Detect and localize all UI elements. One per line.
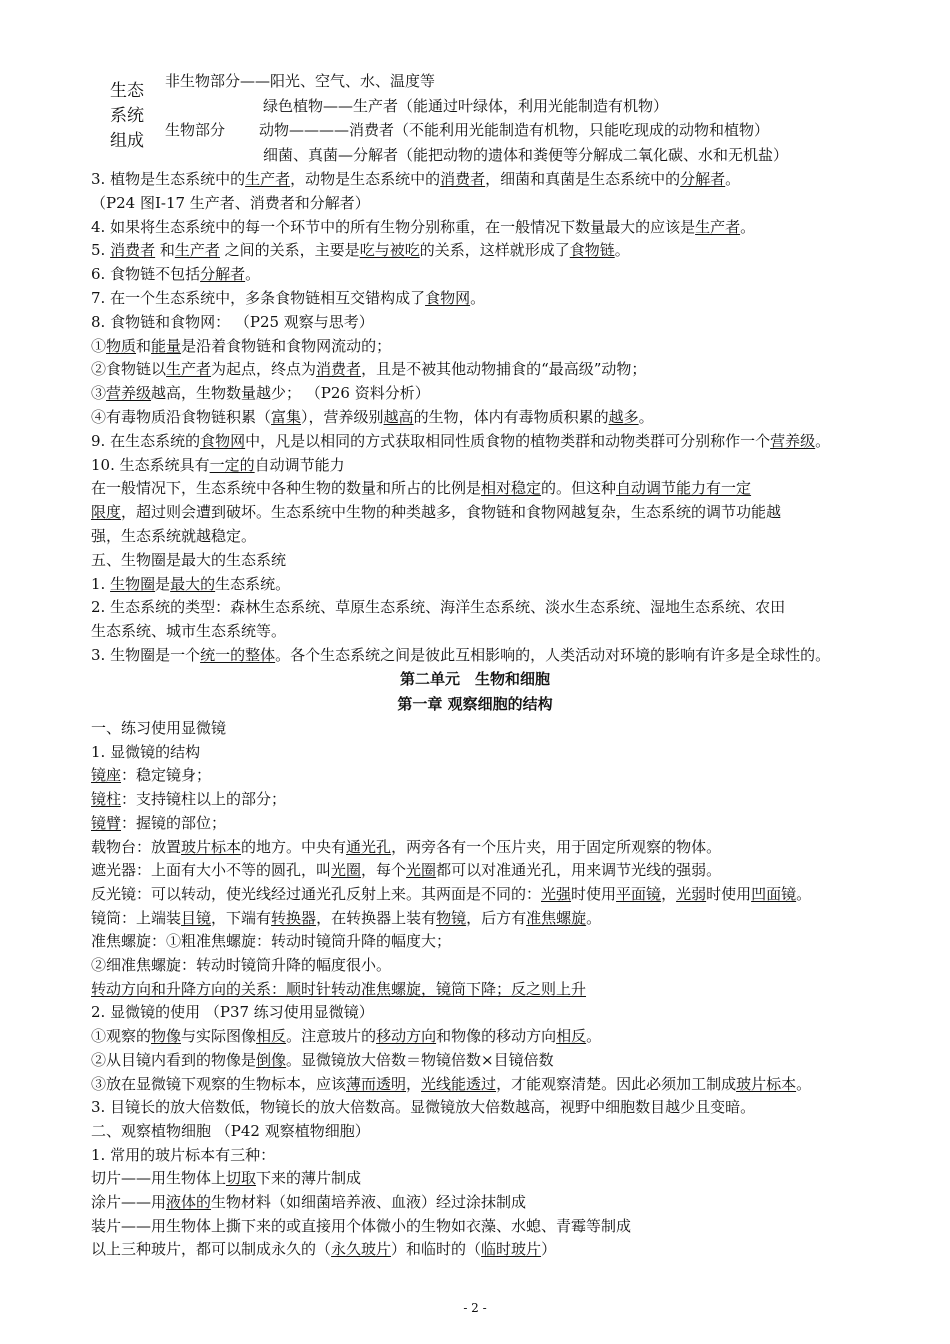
text-line bbox=[91, 718, 226, 738]
answer-blank: 切取 bbox=[226, 1169, 257, 1188]
answer-blank: 物镜 bbox=[436, 908, 467, 927]
line-text: ：支持镜柱以上的部分； bbox=[121, 790, 287, 809]
bacteria-line: 细菌、真菌—分解者（能把动物的遗体和粪便等分解成二氧化碳、水和无机盐） bbox=[263, 146, 789, 164]
line-text: ，下端有 bbox=[211, 908, 272, 927]
answer-blank: 移动方向 bbox=[376, 1027, 437, 1046]
text-line bbox=[91, 1074, 811, 1094]
answer-blank: 镜座 bbox=[91, 766, 122, 785]
line-text: 载物台：放置 bbox=[91, 837, 182, 856]
line-text: ③放在显微镜下观察的生物标本，应该 bbox=[91, 1074, 347, 1093]
answer-blank: 食物网 bbox=[425, 289, 471, 307]
answer-blank: 液体的 bbox=[166, 1193, 212, 1211]
line-text: ，后方有 bbox=[466, 908, 527, 927]
line-text: 。 bbox=[740, 217, 756, 236]
eco-label-1: 生态 bbox=[110, 81, 144, 101]
line-text: 。显微镜放大倍数＝物镜倍数×目镜倍数 bbox=[286, 1050, 554, 1069]
answer-blank: 食物网 bbox=[200, 431, 246, 450]
text-line bbox=[91, 621, 286, 641]
line-text: 6. 食物链不包括 bbox=[91, 265, 201, 284]
answer-blank: 分解者 bbox=[200, 265, 246, 284]
answer-blank: 物质 bbox=[106, 336, 137, 355]
text-line bbox=[91, 1002, 374, 1022]
line-text: 3. 植物是生态系统中的 bbox=[91, 170, 246, 188]
text-line bbox=[91, 407, 654, 427]
answer-blank: 相反 bbox=[556, 1027, 587, 1046]
text-line bbox=[91, 455, 345, 475]
text-line bbox=[91, 765, 211, 785]
line-text: 8. 食物链和食物网： （P25 观察与思考） bbox=[91, 312, 374, 331]
line-text: 。 bbox=[638, 408, 654, 426]
line-text: 强，生态系统就越稳定。 bbox=[91, 527, 257, 545]
line-text: 和 bbox=[136, 336, 152, 355]
line-text: 五、生物圈是最大的生态系统 bbox=[91, 550, 287, 569]
line-text: 时使用 bbox=[706, 884, 752, 903]
answer-blank: 生产者 bbox=[174, 241, 220, 260]
line-text: 的地方。中央有 bbox=[241, 837, 347, 856]
answer-blank: 平面镜 bbox=[616, 884, 662, 903]
line-text: 之间的关系，主要是 bbox=[219, 241, 360, 260]
text-line bbox=[91, 288, 485, 308]
text-line bbox=[91, 383, 430, 403]
text-line bbox=[91, 478, 751, 498]
line-text: ，每个 bbox=[361, 861, 407, 880]
eco-label-2: 系统 bbox=[110, 106, 144, 126]
line-text: 装片——用生物体上撕下来的或直接用个体微小的生物如衣藻、水螅、青霉等制成 bbox=[91, 1216, 632, 1235]
text-line bbox=[91, 550, 286, 570]
text-line bbox=[91, 312, 374, 332]
line-text: 的关系，这样就形成了 bbox=[419, 241, 570, 260]
line-text: 。 bbox=[614, 241, 630, 260]
answer-blank: 玻片标本 bbox=[181, 837, 242, 856]
answer-blank: 越多 bbox=[608, 408, 639, 426]
text-line bbox=[91, 789, 286, 809]
text-line bbox=[91, 1097, 755, 1117]
text-line bbox=[91, 813, 226, 833]
line-text: 。各个生态系统之间是彼此互相影响的，人类活动对环境的影响有许多是全球性的。 bbox=[275, 646, 831, 664]
line-text: 2. 显微镜的使用 （P37 练习使用显微镜） bbox=[91, 1003, 374, 1022]
line-text: 2. 生态系统的类型：森林生态系统、草原生态系统、海洋生态系统、淡水生态系统、湿地生态系统、农田 bbox=[91, 598, 786, 617]
answer-blank: 营养级 bbox=[770, 431, 816, 450]
line-text: 遮光器：上面有大小不等的圆孔，叫 bbox=[91, 861, 332, 880]
line-text: 生态系统。 bbox=[215, 574, 291, 593]
page-number: - 2 - bbox=[463, 1301, 487, 1315]
line-text: 3. 目镜长的放大倍数低，物镜长的放大倍数高。显微镜放大倍数越高，视野中细胞数目越少且变暗。 bbox=[91, 1098, 756, 1117]
line-text: 与实际图像 bbox=[181, 1027, 257, 1046]
text-line bbox=[91, 1145, 275, 1165]
text-line bbox=[91, 431, 830, 451]
line-text: ，超过则会遭到破坏。生态系统中生物的种类越多，食物链和食物网越复杂，生态系统的调节功能越 bbox=[121, 503, 782, 522]
answer-blank: 玻片标本 bbox=[736, 1074, 797, 1093]
line-text: ） bbox=[541, 1240, 557, 1259]
answer-blank: 薄而透明 bbox=[346, 1074, 407, 1093]
line-text: ①观察的 bbox=[91, 1027, 152, 1046]
line-text: 。 bbox=[796, 1074, 812, 1093]
line-text: ，细菌和真菌是生态系统中的 bbox=[485, 170, 681, 188]
line-text: 越高，生物数量越少； （P26 资料分析） bbox=[151, 384, 430, 403]
bio-part-label: 生物部分 bbox=[165, 121, 226, 139]
line-text: 时使用 bbox=[571, 884, 617, 903]
line-text: ②食物链以 bbox=[91, 360, 167, 379]
text-line bbox=[91, 526, 256, 546]
answer-blank: 自动调节能力有一定 bbox=[616, 479, 752, 498]
line-text: ），营养级别 bbox=[301, 408, 384, 426]
answer-blank: 光圈 bbox=[406, 861, 437, 880]
text-line bbox=[91, 264, 260, 284]
text-line bbox=[91, 931, 451, 951]
answer-blank: 消费者 bbox=[316, 360, 362, 379]
chapter-title: 第一章 观察细胞的结构 bbox=[397, 695, 553, 713]
line-text: 下来的薄片制成 bbox=[256, 1169, 362, 1188]
answer-blank: 消费者 bbox=[440, 170, 486, 188]
answer-blank: 一定的 bbox=[209, 455, 255, 474]
answer-blank: 相反 bbox=[256, 1027, 287, 1046]
line-text: 和物像的移动方向 bbox=[436, 1027, 557, 1046]
text-line bbox=[91, 1050, 554, 1070]
answer-blank: 生物圈 bbox=[110, 574, 156, 593]
animal-line: 动物————消费者（不能利用光能制造有机物，只能吃现成的动物和植物） bbox=[259, 121, 770, 139]
text-line bbox=[91, 336, 391, 356]
answer-blank: 消费者 bbox=[110, 241, 156, 260]
line-text: 为起点，终点为 bbox=[211, 360, 317, 379]
answer-blank: 镜柱 bbox=[91, 790, 122, 809]
line-text: 的生物，体内有毒物质积累的 bbox=[413, 408, 609, 426]
answer-blank: 转动方向和升降方向的关系：顺时针转动准焦螺旋，镜筒下降；反之则上升 bbox=[91, 979, 587, 998]
text-line bbox=[91, 860, 721, 880]
line-text: ：稳定镜身； bbox=[121, 766, 212, 785]
line-text: （P24 图Ⅰ-17 生产者、消费者和分解者） bbox=[91, 193, 370, 212]
answer-blank: 吃与被吃 bbox=[359, 241, 420, 260]
text-line bbox=[91, 1121, 370, 1141]
line-text: 在一般情况下，生态系统中各种生物的数量和所占的比例是 bbox=[91, 479, 482, 498]
answer-blank: 最大的 bbox=[170, 574, 216, 593]
text-line bbox=[91, 359, 646, 379]
text-line bbox=[91, 979, 586, 999]
line-text: ②细准焦螺旋：转动时镜筒升降的幅度很小。 bbox=[91, 956, 392, 974]
answer-blank: 光弱 bbox=[676, 884, 707, 903]
line-text: 1. 常用的玻片标本有三种： bbox=[91, 1145, 276, 1164]
answer-blank: 光圈 bbox=[331, 861, 362, 880]
line-text: ③ bbox=[91, 384, 107, 403]
line-text: 3. 生物圈是一个 bbox=[91, 646, 201, 664]
line-text: 反光镜：可以转动，使光线经过通光孔反射上来。其两面是不同的： bbox=[91, 884, 542, 903]
line-text: 一、练习使用显微镜 bbox=[91, 719, 227, 737]
answer-blank: 富集 bbox=[271, 408, 302, 426]
answer-blank: 限度 bbox=[91, 503, 122, 522]
answer-blank: 生产者 bbox=[695, 217, 741, 236]
line-text: 。 bbox=[586, 908, 602, 927]
text-line bbox=[91, 1026, 601, 1046]
line-text: 。 bbox=[470, 289, 486, 307]
line-text: 都可以对准通光孔，用来调节光线的强弱。 bbox=[436, 861, 722, 880]
line-text: 5. bbox=[91, 241, 111, 260]
line-text: 的。但这种 bbox=[541, 479, 617, 498]
line-text: 。 bbox=[245, 265, 261, 284]
text-line bbox=[91, 574, 290, 594]
line-text: 。 bbox=[725, 170, 741, 188]
line-text: 生物材料（如细菌培养液、血液）经过涂抹制成 bbox=[211, 1193, 527, 1211]
text-line bbox=[91, 597, 785, 617]
text-line bbox=[91, 502, 781, 522]
line-text: ，动物是生态系统中的 bbox=[290, 170, 441, 188]
answer-blank: 越高 bbox=[383, 408, 414, 426]
line-text: 中，凡是以相同的方式获取相同性质食物的植物类群和动物类群可分别称作一个 bbox=[245, 431, 771, 450]
line-text: 二、观察植物细胞 （P42 观察植物细胞） bbox=[91, 1121, 370, 1140]
text-line bbox=[91, 908, 601, 928]
line-text: 生态系统、城市生态系统等。 bbox=[91, 622, 287, 641]
eco-label-3: 组成 bbox=[110, 131, 144, 151]
line-text: ， bbox=[406, 1074, 422, 1093]
text-line bbox=[91, 1192, 526, 1212]
line-text: 。 bbox=[586, 1027, 602, 1046]
answer-blank: 转换器 bbox=[271, 908, 317, 927]
line-text: ，在转换器上装有 bbox=[316, 908, 437, 927]
green-plant-line: 绿色植物——生产者（能通过叶绿体，利用光能制造有机物） bbox=[263, 97, 669, 115]
answer-blank: 目镜 bbox=[181, 908, 212, 927]
answer-blank: 物像 bbox=[151, 1027, 182, 1046]
answer-blank: 光线能透过 bbox=[421, 1074, 497, 1093]
text-line bbox=[91, 955, 391, 975]
answer-blank: 凹面镜 bbox=[751, 884, 797, 903]
text-line bbox=[91, 217, 755, 237]
text-line bbox=[91, 1168, 361, 1188]
answer-blank: 镜臂 bbox=[91, 813, 122, 832]
line-text: 10. 生态系统具有 bbox=[91, 455, 210, 474]
answer-blank: 光强 bbox=[541, 884, 572, 903]
line-text: ，且是不被其他动物捕食的“最高级”动物； bbox=[361, 360, 647, 379]
line-text: ，才能观察清楚。因此必须加工制成 bbox=[496, 1074, 737, 1093]
line-text: 1. 显微镜的结构 bbox=[91, 742, 201, 761]
line-text: 。 bbox=[815, 431, 831, 450]
line-text: ① bbox=[91, 336, 107, 355]
text-line bbox=[91, 1216, 631, 1236]
answer-blank: 永久玻片 bbox=[331, 1240, 392, 1259]
answer-blank: 临时玻片 bbox=[481, 1240, 542, 1259]
text-line bbox=[91, 884, 811, 904]
answer-blank: 食物链 bbox=[569, 241, 615, 260]
answer-blank: 生产者 bbox=[166, 360, 212, 379]
line-text: ）和临时的（ bbox=[391, 1240, 482, 1259]
answer-blank: 分解者 bbox=[680, 170, 726, 188]
line-text: ：握镜的部位； bbox=[121, 813, 227, 832]
answer-blank: 能量 bbox=[151, 336, 182, 355]
answer-blank: 统一的整体 bbox=[200, 646, 276, 664]
text-line bbox=[91, 240, 630, 260]
line-text: 7. 在一个生态系统中，多条食物链相互交错构成了 bbox=[91, 289, 426, 307]
answer-blank: 通光孔 bbox=[346, 837, 392, 856]
line-text: 以上三种玻片，都可以制成永久的（ bbox=[91, 1240, 332, 1259]
answer-blank: 相对稳定 bbox=[481, 479, 542, 498]
line-text: 切片——用生物体上 bbox=[91, 1169, 227, 1188]
line-text: ， bbox=[661, 884, 677, 903]
line-text: ②从目镜内看到的物像是 bbox=[91, 1050, 257, 1069]
answer-blank: 营养级 bbox=[106, 384, 152, 403]
unit-title: 第二单元 生物和细胞 bbox=[399, 670, 550, 688]
answer-blank: 生产者 bbox=[245, 170, 291, 188]
text-line bbox=[91, 837, 721, 857]
line-text: 。注意玻片的 bbox=[286, 1027, 377, 1046]
line-text: 准焦螺旋：①粗准焦螺旋：转动时镜筒升降的幅度大； bbox=[91, 932, 452, 951]
line-text: 涂片——用 bbox=[91, 1193, 167, 1211]
text-line bbox=[91, 742, 200, 762]
line-text: 。 bbox=[796, 884, 812, 903]
answer-blank: 倒像 bbox=[256, 1050, 287, 1069]
line-text: ④有毒物质沿食物链积累（ bbox=[91, 408, 272, 426]
answer-blank: 准焦螺旋 bbox=[526, 908, 587, 927]
line-text: 和 bbox=[155, 241, 175, 260]
text-line bbox=[91, 169, 740, 189]
text-line bbox=[91, 645, 830, 665]
line-text: 自动调节能力 bbox=[254, 455, 345, 474]
text-line bbox=[91, 193, 370, 213]
line-text: 9. 在生态系统的 bbox=[91, 431, 201, 450]
line-text: 镜筒：上端装 bbox=[91, 908, 182, 927]
line-text: 1. bbox=[91, 574, 111, 593]
line-text: 是 bbox=[155, 574, 171, 593]
line-text: ，两旁各有一个压片夹，用于固定所观察的物体。 bbox=[391, 837, 722, 856]
text-line bbox=[91, 1239, 556, 1259]
line-text: 是沿着食物链和食物网流动的； bbox=[181, 336, 392, 355]
nonbio-line: 非生物部分——阳光、空气、水、温度等 bbox=[165, 72, 436, 90]
line-text: 4. 如果将生态系统中的每一个环节中的所有生物分别称重，在一般情况下数量最大的应该是 bbox=[91, 217, 696, 236]
